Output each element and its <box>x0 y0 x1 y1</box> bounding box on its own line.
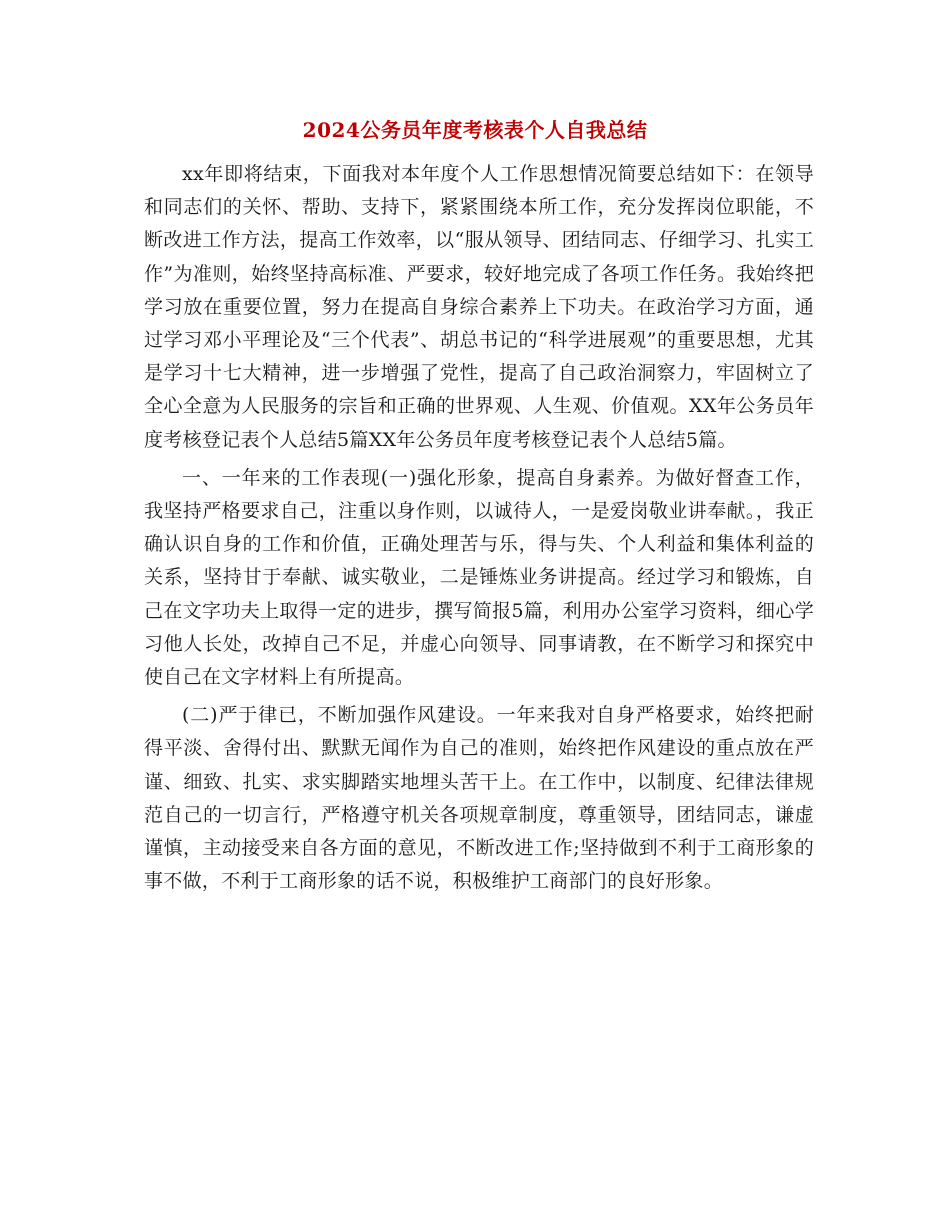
document-body <box>144 158 814 903</box>
paragraph-intro: xx年即将结束，下面我对本年度个人工作思想情况简要总结如下：在领导和同志们的关怀、帮助、支持下，紧紧围绕本所工作，充分发挥岗位职能，不断改进工作方法，提高工作效率，以“服从领导、团结同志、仔细学习、扎实工作”为准则，始终坚持高标准、严要求，较好地完成了各项工作任务。我始终把学习放在重要位置，努力在提高自身综合素养上下功夫。在政治学习方面，通过学习邓小平理论及“三个代表”、胡总书记的“科学进展观”的重要思想，尤其是学习十七大精神，进一步增强了党性，提高了自己政治洞察力，牢固树立了全心全意为人民服务的宗旨和正确的世界观、人生观、价值观。XX年公务员年度考核登记表个人总结5篇XX年公务员年度考核登记表个人总结5篇。 <box>144 163 814 451</box>
paragraph-work-performance: 一、一年来的工作表现(一)强化形象，提高自身素养。为做好督查工作，我坚持严格要求自己，注重以身作则，以诚待人，一是爱岗敬业讲奉献。，我正确认识自身的工作和价值，正确处理苦与乐，得与失、个人利益和集体利益的关系，坚持甘于奉献、诚实敬业，二是锤炼业务讲提高。经过学习和锻炼，自己在文字功夫上取得一定的进步，撰写简报5篇，利用办公室学习资料，细心学习他人长处，改掉自己不足，并虚心向领导、同事请教，在不断学习和探究中使自己在文字材料上有所提高。 <box>144 466 814 689</box>
document-title: 2024公务员年度考核表个人自我总结 <box>302 118 648 142</box>
paragraph-self-discipline: (二)严于律已，不断加强作风建设。一年来我对自身严格要求，始终把耐得平淡、舍得付出、默默无闻作为自己的准则，始终把作风建设的重点放在严谨、细致、扎实、求实脚踏实地埋头苦干上。在工作中，以制度、纪律法律规范自己的一切言行，严格遵守机关各项规章制度，尊重领导，团结同志，谦虚谨慎，主动接受来自各方面的意见，不断改进工作;坚持做到不利于工商形象的事不做，不利于工商形象的话不说，积极维护工商部门的良好形象。 <box>144 704 814 893</box>
